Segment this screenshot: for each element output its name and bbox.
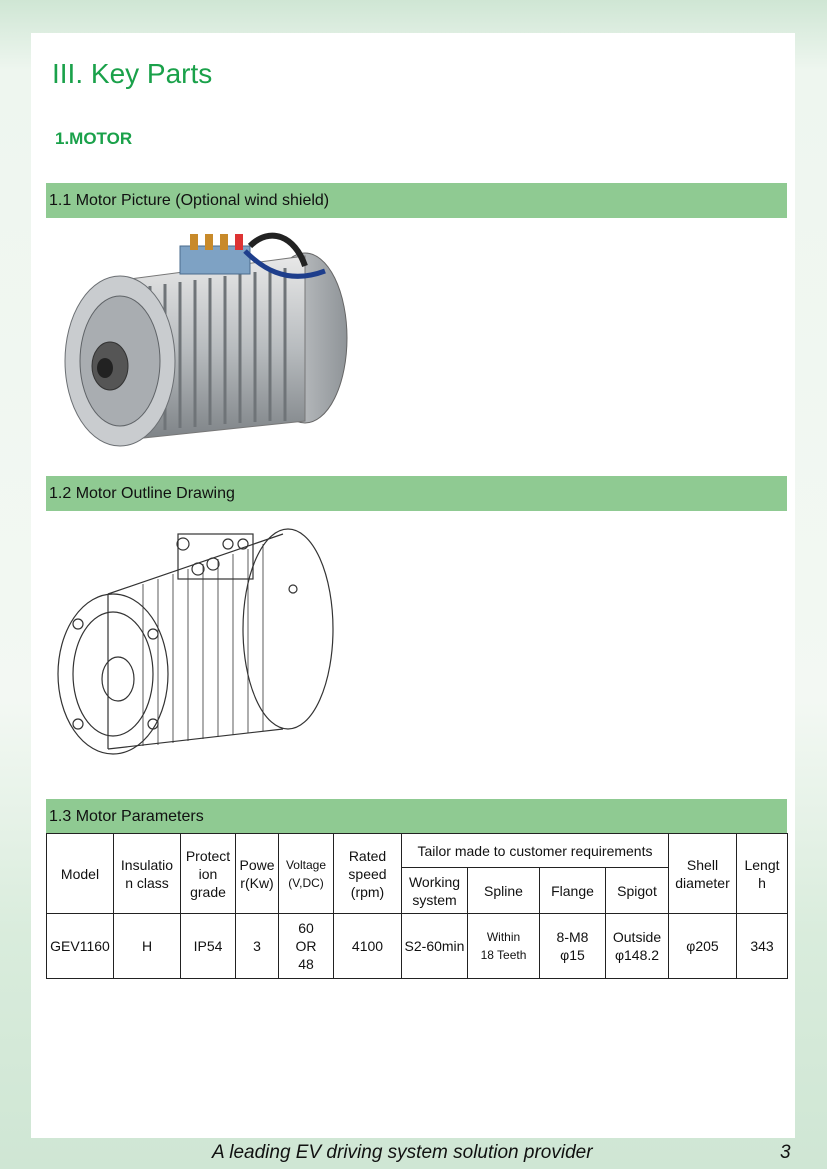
header-rated-speed: Rated speed (rpm) bbox=[334, 834, 402, 914]
section-bar-drawing: 1.2 Motor Outline Drawing bbox=[46, 476, 787, 511]
section-bar-picture: 1.1 Motor Picture (Optional wind shield) bbox=[46, 183, 787, 218]
page-title: III. Key Parts bbox=[52, 58, 213, 89]
header-tailor: Tailor made to customer requirements bbox=[402, 834, 669, 868]
header-protection: Protect ion grade bbox=[181, 834, 236, 914]
cell-insulation: H bbox=[114, 914, 181, 979]
cell-shell: φ205 bbox=[669, 914, 737, 979]
cell-power: 3 bbox=[236, 914, 279, 979]
motor-outline-drawing bbox=[48, 514, 348, 764]
section-bar-parameters: 1.3 Motor Parameters bbox=[46, 799, 787, 834]
footer-tagline: A leading EV driving system solution provider bbox=[212, 1142, 593, 1163]
table-header-row bbox=[47, 834, 788, 868]
header-shell: Shell diameter bbox=[669, 834, 737, 914]
header-model: Model bbox=[47, 834, 114, 914]
header-flange: Flange bbox=[540, 868, 606, 914]
header-insulation: Insulatio n class bbox=[114, 834, 181, 914]
cell-working: S2-60min bbox=[402, 914, 468, 979]
header-spline: Spline bbox=[468, 868, 540, 914]
cell-protection: IP54 bbox=[181, 914, 236, 979]
header-length: Lengt h bbox=[737, 834, 788, 914]
cell-spline: Within 18 Teeth bbox=[468, 914, 540, 979]
cell-voltage: 60 OR 48 bbox=[279, 914, 334, 979]
header-working: Working system bbox=[402, 868, 468, 914]
header-voltage: Voltage (V,DC) bbox=[279, 834, 334, 914]
header-spigot: Spigot bbox=[606, 868, 669, 914]
motor-parameters-table bbox=[46, 833, 788, 979]
cell-model: GEV1160 bbox=[47, 914, 114, 979]
page-number: 3 bbox=[780, 1142, 791, 1163]
motor-photo bbox=[55, 226, 365, 466]
cell-flange: 8-M8 φ15 bbox=[540, 914, 606, 979]
cell-rated-speed: 4100 bbox=[334, 914, 402, 979]
table-row bbox=[47, 914, 788, 979]
cell-spigot: Outside φ148.2 bbox=[606, 914, 669, 979]
cell-length: 343 bbox=[737, 914, 788, 979]
header-power: Powe r(Kw) bbox=[236, 834, 279, 914]
section-subtitle: 1.MOTOR bbox=[55, 129, 133, 148]
